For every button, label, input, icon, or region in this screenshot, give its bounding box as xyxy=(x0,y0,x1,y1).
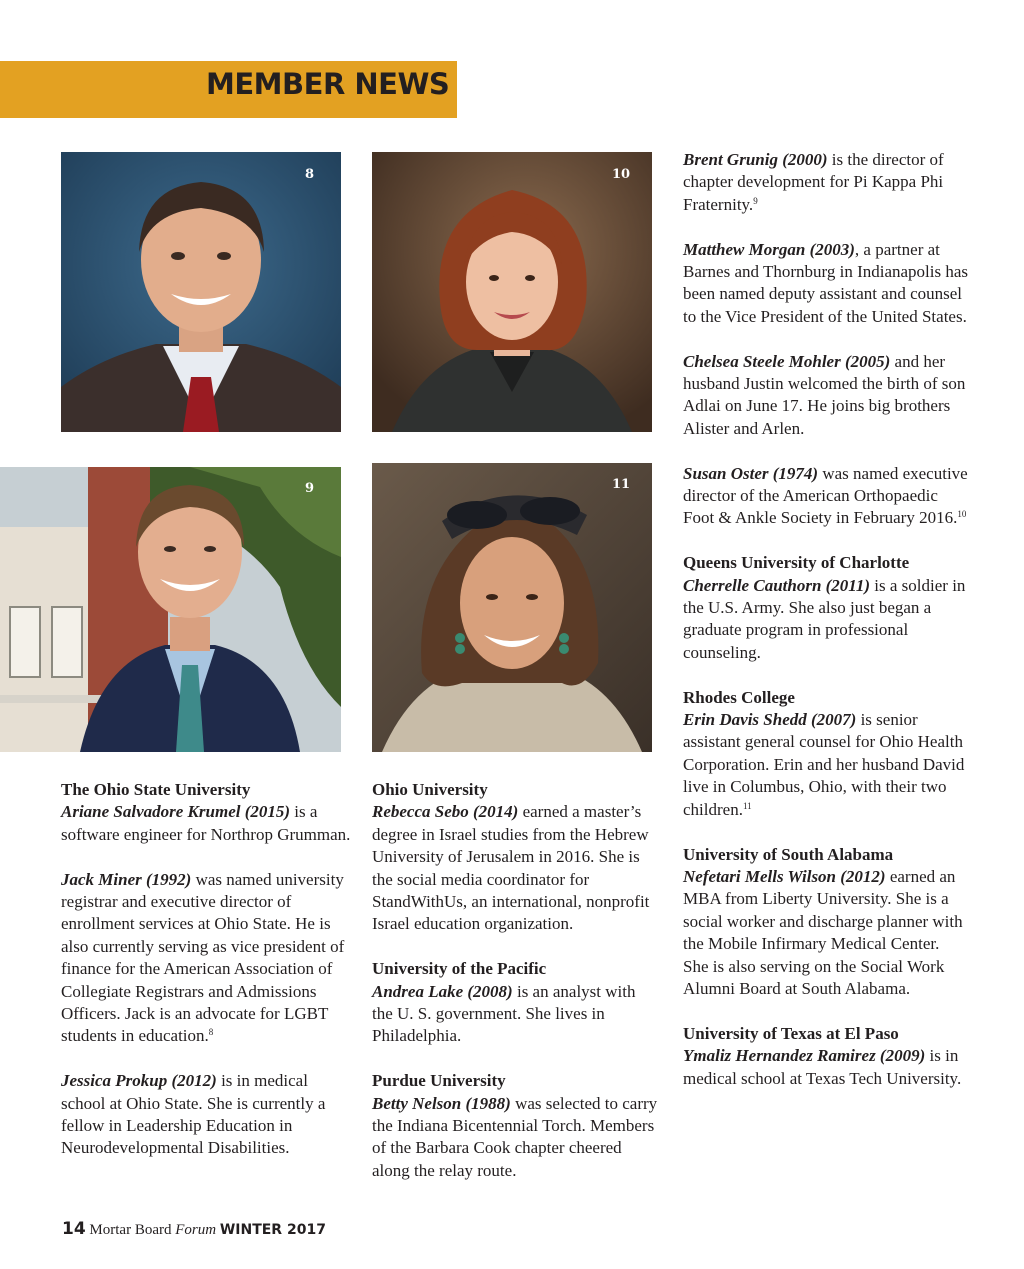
news-text: was selected to carry the Indiana Bicentennial Torch. Members of the Barbara Cook chapter cheered along the relay route. xyxy=(372,1093,658,1180)
photo-10 xyxy=(372,152,652,432)
school-name: Rhodes College xyxy=(683,687,795,707)
news-text: is senior assistant general counsel for Ohio Health Corporation. Erin and her husband David live in Columbus, Ohio, with their two children. xyxy=(683,710,965,819)
news-item xyxy=(683,239,968,329)
news-text: is a software engineer for Northrop Grumman. xyxy=(61,802,351,844)
news-item xyxy=(372,958,658,1048)
member-name: Chelsea Steele Mohler (2005) xyxy=(683,351,891,371)
news-item xyxy=(683,463,968,530)
school-name: University of the Pacific xyxy=(372,959,547,979)
news-text: was named executive director of the American Orthopaedic Foot & Ankle Society in February 2016. xyxy=(683,463,968,528)
photo-ref: 8 xyxy=(208,1027,214,1038)
news-item xyxy=(61,869,351,1048)
photo-number-8: 8 xyxy=(305,167,315,182)
portrait-man-outdoors-image xyxy=(0,467,341,752)
news-item xyxy=(372,779,658,936)
news-item xyxy=(683,844,968,1001)
photo-9 xyxy=(0,467,341,752)
photo-number-10: 10 xyxy=(612,167,631,182)
article-column-3 xyxy=(683,149,968,1112)
section-banner xyxy=(0,61,457,118)
member-name: Erin Davis Shedd (2007) xyxy=(683,710,857,730)
publication-subtitle: Forum xyxy=(175,1222,217,1238)
news-item xyxy=(683,687,968,821)
member-name: Nefetari Mells Wilson (2012) xyxy=(683,866,886,886)
school-name: University of South Alabama xyxy=(683,844,894,864)
issue-label: WINTER 2017 xyxy=(219,1222,326,1238)
school-name: The Ohio State University xyxy=(61,780,251,799)
school-name: Queens University of Charlotte xyxy=(683,553,910,573)
photo-ref: 9 xyxy=(753,195,758,206)
news-text: was named university registrar and executive director of enrollment services at Ohio State. He is also currently serving as vice president of finance for the American Association of Collegiate Registrars and Admissions Officers. Jack is an advocate for LGBT students in education. xyxy=(61,869,345,1046)
news-text: is in medical school at Texas Tech University. xyxy=(683,1046,962,1088)
news-text: and her husband Justin welcomed the birth of son Adlai on June 17. He joins big brothers Alister and Arlen. xyxy=(683,351,966,438)
member-name: Cherrelle Cauthorn (2011) xyxy=(683,575,871,595)
news-text: is an analyst with the U. S. government. She lives in Philadelphia. xyxy=(372,981,636,1046)
news-item xyxy=(683,149,968,216)
article-column-1 xyxy=(61,779,351,1182)
member-name: Jack Miner (1992) xyxy=(61,869,192,889)
member-name: Jessica Prokup (2012) xyxy=(61,1071,217,1091)
article-column-2 xyxy=(372,779,658,1205)
news-text: earned a master’s degree in Israel studies from the Hebrew University of Jerusalem in 2016. She is the social media coordinator for StandWithUs, an international, nonprofit Israel education organization. xyxy=(372,802,650,934)
photo-number-9: 9 xyxy=(305,481,315,496)
news-item xyxy=(61,779,351,846)
member-name: Ariane Salvadore Krumel (2015) xyxy=(61,802,291,822)
news-item xyxy=(683,351,968,441)
news-text: is a soldier in the U.S. Army. She also just began a graduate program in professional counseling. xyxy=(683,575,966,662)
member-name: Matthew Morgan (2003) xyxy=(683,239,855,259)
member-name: Ymaliz Hernandez Ramirez (2009) xyxy=(683,1046,926,1066)
news-item xyxy=(683,552,968,664)
photo-ref: 11 xyxy=(742,800,752,811)
school-name: Purdue University xyxy=(372,1071,506,1091)
news-text: is the director of chapter development for Pi Kappa Phi Fraternity. xyxy=(683,150,944,214)
portrait-woman-auburn-image xyxy=(372,152,652,432)
member-name: Andrea Lake (2008) xyxy=(372,981,513,1001)
page-footer xyxy=(62,1219,326,1239)
section-title: MEMBER NEWS xyxy=(206,67,450,101)
news-text: , a partner at Barnes and Thornburg in Indianapolis has been named deputy assistant and counsel to the Vice President of the United States. xyxy=(683,239,969,326)
photo-8 xyxy=(61,152,341,432)
publication-name: Mortar Board xyxy=(89,1222,172,1238)
page-number: 14 xyxy=(62,1219,86,1239)
member-name: Betty Nelson (1988) xyxy=(372,1093,511,1113)
portrait-woman-sunglasses-image xyxy=(372,463,652,752)
school-name: University of Texas at El Paso xyxy=(683,1023,899,1043)
news-item xyxy=(683,1023,968,1090)
news-item xyxy=(61,1070,351,1160)
photo-ref: 10 xyxy=(957,509,967,520)
photo-number-11: 11 xyxy=(612,477,631,492)
member-name: Rebecca Sebo (2014) xyxy=(372,802,519,822)
news-text: is in medical school at Ohio State. She is currently a fellow in Leadership Education in Neurodevelopmental Disabilities. xyxy=(61,1071,326,1158)
school-name: Ohio University xyxy=(372,780,488,799)
member-name: Brent Grunig (2000) xyxy=(683,150,828,169)
news-item xyxy=(372,1070,658,1182)
member-name: Susan Oster (1974) xyxy=(683,463,819,483)
photo-11 xyxy=(372,463,652,752)
news-text: earned an MBA from Liberty University. She is a social worker and discharge planner with the Mobile Infirmary Medical Center. She is also serving on the Social Work Alumni Board at South Alabama. xyxy=(683,866,963,998)
portrait-man-suit-image xyxy=(61,152,341,432)
